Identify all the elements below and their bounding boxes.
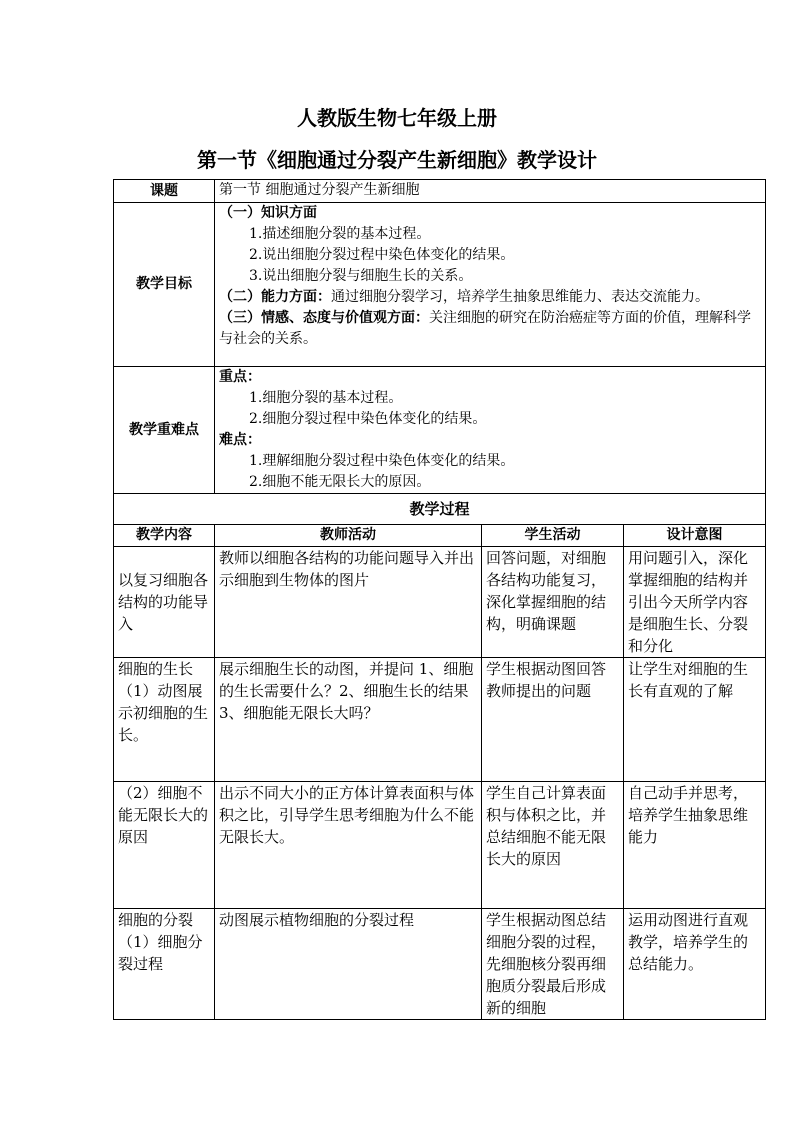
table-cell: 出示不同大小的正方体计算表面积与体积之比，引导学生思考细胞为什么不能无限长大。	[215, 782, 482, 909]
table-row	[114, 658, 766, 782]
emotion-heading: （三）情感、态度与价值观方面：	[219, 310, 429, 326]
table-cell: 回答问题，对细胞各结构功能复习，深化掌握细胞的结构，明确课题	[482, 547, 624, 658]
ability-paragraph	[219, 287, 761, 308]
document-subtitle: 第一节《细胞通过分裂产生新细胞》教学设计	[197, 148, 597, 172]
table-cell: 细胞的生长（1）动图展示初细胞的生长。	[114, 658, 215, 782]
difficult-item: 1.理解细胞分裂过程中染色体变化的结果。	[249, 453, 515, 469]
table-cell: 让学生对细胞的生长有直观的了解	[624, 658, 766, 782]
table-row	[114, 909, 766, 1020]
table-cell: （2）细胞不能无限长大的原因	[114, 782, 215, 909]
emotion-text: 关注细胞的研究在防治癌症等方面的价值，理解科学与社会的关系。	[219, 310, 751, 347]
key-points-content	[215, 367, 766, 494]
table-row	[114, 782, 766, 909]
table-cell: 学生根据动图总结细胞分裂的过程，先细胞核分裂再细胞质分裂最后形成新的细胞	[482, 909, 624, 1020]
process-header-row	[114, 494, 766, 525]
key-item: 1.细胞分裂的基本过程。	[249, 390, 403, 406]
key-points-row	[114, 367, 766, 494]
table-cell: 展示细胞生长的动图，并提问 1、细胞的生长需要什么？2、细胞生长的结果 3、细胞能无限长大吗？	[215, 658, 482, 782]
document-title: 人教版生物七年级上册	[297, 106, 497, 130]
table-cell: 用问题引入，深化掌握细胞的结构并引出今天所学内容是细胞生长、分裂和分化	[624, 547, 766, 658]
process-columns-row	[114, 525, 766, 547]
difficult-item: 2.细胞不能无限长大的原因。	[249, 474, 431, 490]
lesson-label: 课题	[114, 180, 215, 203]
lesson-plan-table	[113, 179, 766, 1020]
column-header: 教师活动	[215, 525, 482, 547]
objectives-label: 教学目标	[114, 203, 215, 367]
column-header: 学生活动	[482, 525, 624, 547]
difficult-heading: 难点：	[219, 432, 261, 448]
lesson-value: 第一节 细胞通过分裂产生新细胞	[215, 180, 766, 203]
ability-text: 通过细胞分裂学习，培养学生抽象思维能力、表达交流能力。	[331, 289, 709, 305]
column-header: 教学内容	[114, 525, 215, 547]
knowledge-item: 3.说出细胞分裂与细胞生长的关系。	[249, 268, 473, 284]
table-cell: 学生自己计算表面积与体积之比，并总结细胞不能无限长大的原因	[482, 782, 624, 909]
knowledge-item: 1.描述细胞分裂的基本过程。	[249, 226, 431, 242]
column-header: 设计意图	[624, 525, 766, 547]
objectives-row	[114, 203, 766, 367]
emotion-paragraph	[219, 308, 761, 350]
ability-heading: （二）能力方面：	[219, 289, 331, 305]
objectives-content	[215, 203, 766, 367]
process-label: 教学过程	[114, 494, 766, 525]
key-points-label: 教学重难点	[114, 367, 215, 494]
knowledge-item: 2.说出细胞分裂过程中染色体变化的结果。	[249, 247, 515, 263]
table-cell: 运用动图进行直观教学，培养学生的总结能力。	[624, 909, 766, 1020]
table-cell: 以复习细胞各结构的功能导入	[114, 547, 215, 658]
table-cell: 细胞的分裂（1）细胞分裂过程	[114, 909, 215, 1020]
table-cell: 教师以细胞各结构的功能问题导入并出示细胞到生物体的图片	[215, 547, 482, 658]
key-heading: 重点：	[219, 369, 261, 385]
table-cell: 学生根据动图回答教师提出的问题	[482, 658, 624, 782]
knowledge-heading: （一）知识方面	[219, 205, 317, 221]
table-cell: 自己动手并思考，培养学生抽象思维能力	[624, 782, 766, 909]
table-row	[114, 547, 766, 658]
lesson-row	[114, 180, 766, 203]
table-cell: 动图展示植物细胞的分裂过程	[215, 909, 482, 1020]
key-item: 2.细胞分裂过程中染色体变化的结果。	[249, 411, 487, 427]
